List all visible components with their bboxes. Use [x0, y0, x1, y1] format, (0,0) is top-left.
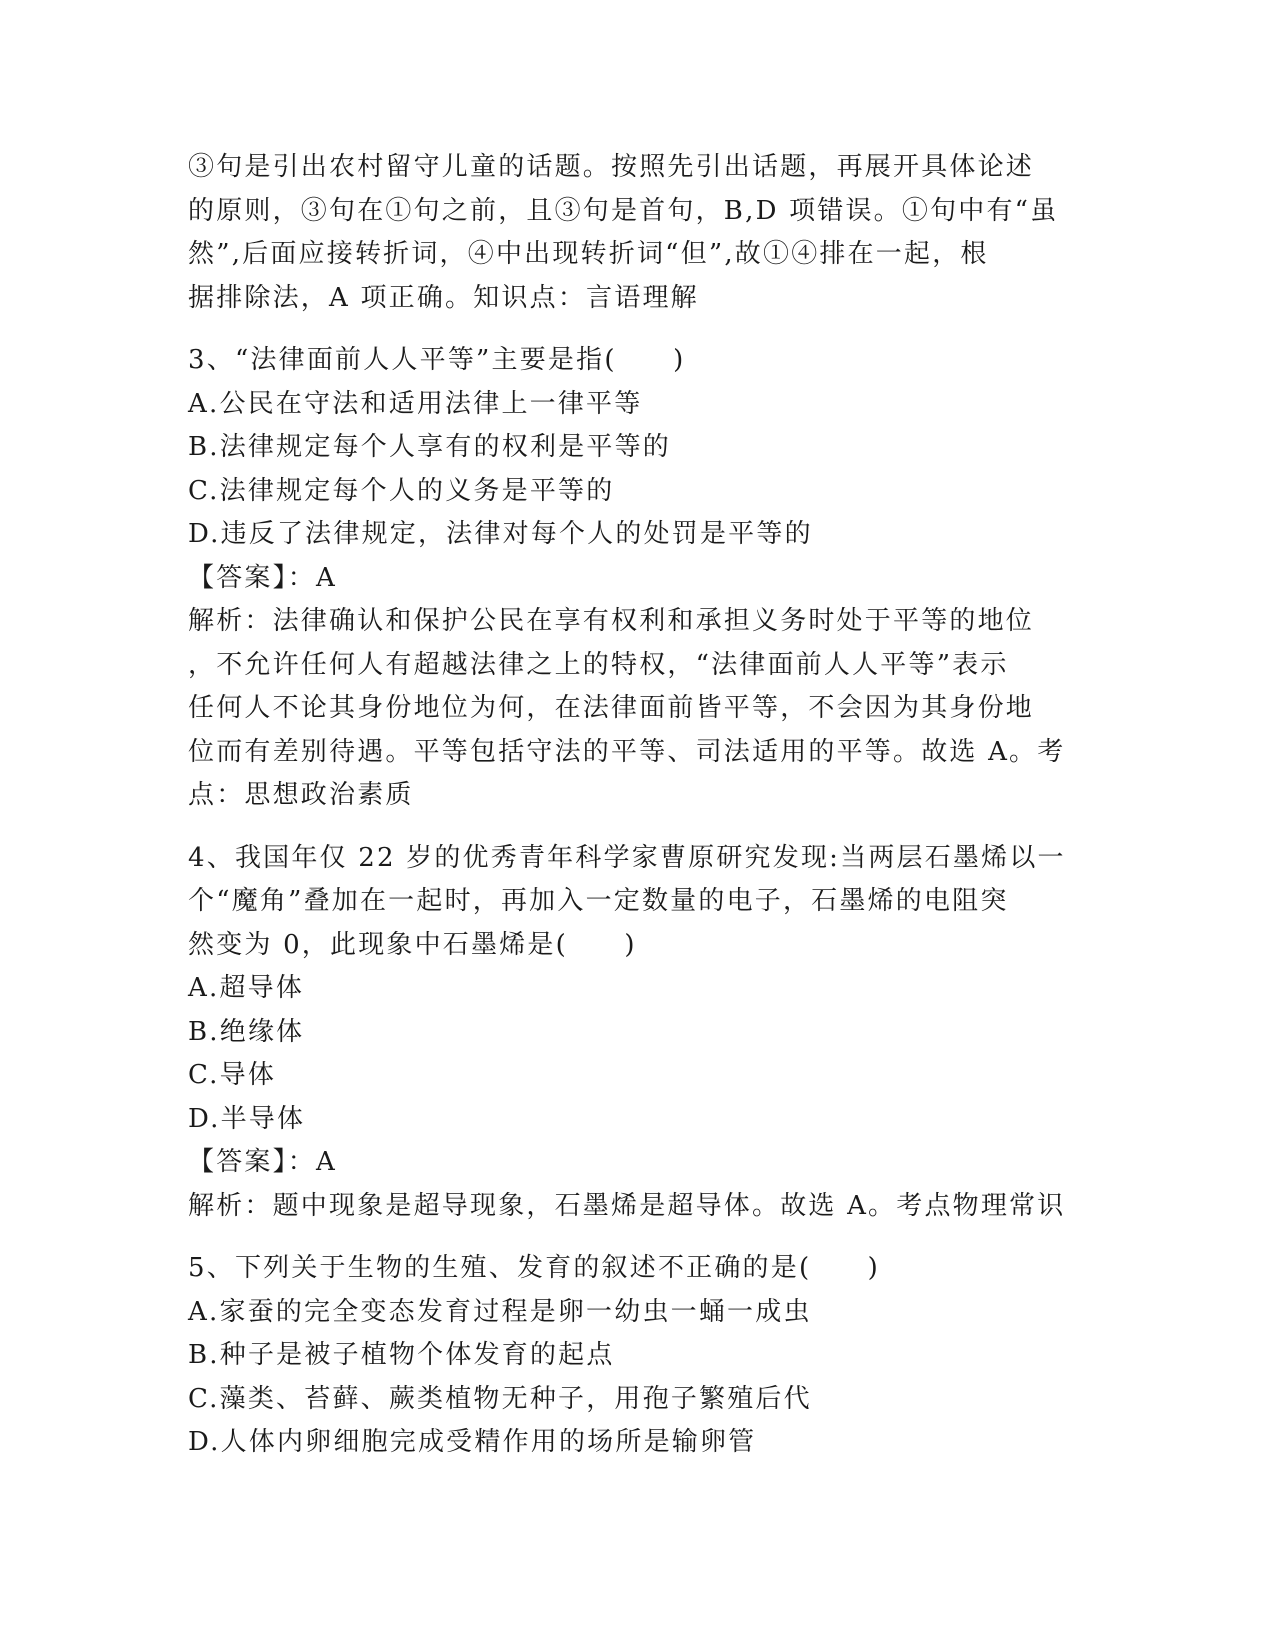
explanation-line: 据排除法，A 项正确。知识点：言语理解 — [188, 282, 699, 313]
option-c: C.法律规定每个人的义务是平等的 — [188, 475, 615, 506]
explanation-line: 任何人不论其身份地位为何，在法律面前皆平等，不会因为其身份地 — [188, 693, 1035, 723]
option-b: B.种子是被子植物个体发育的起点 — [188, 1340, 615, 1370]
explanation-line: 的原则，③句在①句之前，且③句是首句，B,D 项错误。①句中有“虽 — [188, 195, 1059, 226]
option-a: A.公民在守法和适用法律上一律平等 — [188, 388, 643, 419]
option-c: C.藻类、苔藓、蕨类植物无种子，用孢子繁殖后代 — [188, 1383, 812, 1414]
spacer — [188, 818, 1088, 837]
prev-explanation — [188, 146, 1088, 320]
option-d: D.人体内卵细胞完成受精作用的场所是输卵管 — [188, 1427, 757, 1457]
question-3 — [188, 339, 1088, 818]
question-5 — [188, 1247, 1088, 1465]
explanation-line: ③句是引出农村留守儿童的话题。按照先引出话题，再展开具体论述 — [188, 152, 1035, 182]
option-b: B.绝缘体 — [188, 1016, 305, 1047]
answer: 【答案】：A — [188, 1147, 337, 1177]
option-a: A.超导体 — [188, 973, 305, 1003]
option-c: C.导体 — [188, 1060, 277, 1090]
explanation-line: 解析：法律确认和保护公民在享有权利和承担义务时处于平等的地位 — [188, 606, 1035, 636]
explanation-line: 解析：题中现象是超导现象，石墨烯是超导体。故选 A。考点物理常识 — [188, 1190, 1066, 1221]
explanation-line: 位而有差别待遇。平等包括守法的平等、司法适用的平等。故选 A。考 — [188, 736, 1066, 767]
explanation-line: 然”,后面应接转折词，④中出现转折词“但”,故①④排在一起，根 — [188, 239, 989, 269]
spacer — [188, 320, 1088, 339]
question-stem: 4、我国年仅 22 岁的优秀青年科学家曹原研究发现:当两层石墨烯以一 — [188, 842, 1066, 873]
question-4 — [188, 837, 1088, 1229]
question-stem: 然变为 0，此现象中石墨烯是( ) — [188, 929, 637, 960]
explanation-line: ，不允许任何人有超越法律之上的特权，“法律面前人人平等”表示 — [188, 649, 1009, 680]
document-content — [188, 146, 1088, 1465]
answer: 【答案】：A — [188, 562, 337, 593]
option-a: A.家蚕的完全变态发育过程是卵一幼虫一蛹一成虫 — [188, 1296, 812, 1327]
option-b: B.法律规定每个人享有的权利是平等的 — [188, 432, 671, 462]
option-d: D.半导体 — [188, 1103, 306, 1134]
question-stem: 5、下列关于生物的生殖、发育的叙述不正确的是( ) — [188, 1253, 881, 1283]
option-d: D.违反了法律规定，法律对每个人的处罚是平等的 — [188, 519, 813, 549]
question-stem: 个“魔角”叠加在一起时，再加入一定数量的电子，石墨烯的电阻突 — [188, 886, 1009, 916]
spacer — [188, 1228, 1088, 1247]
explanation-line: 点：思想政治素质 — [188, 780, 414, 810]
question-stem: 3、“法律面前人人平等”主要是指( ) — [188, 345, 686, 375]
